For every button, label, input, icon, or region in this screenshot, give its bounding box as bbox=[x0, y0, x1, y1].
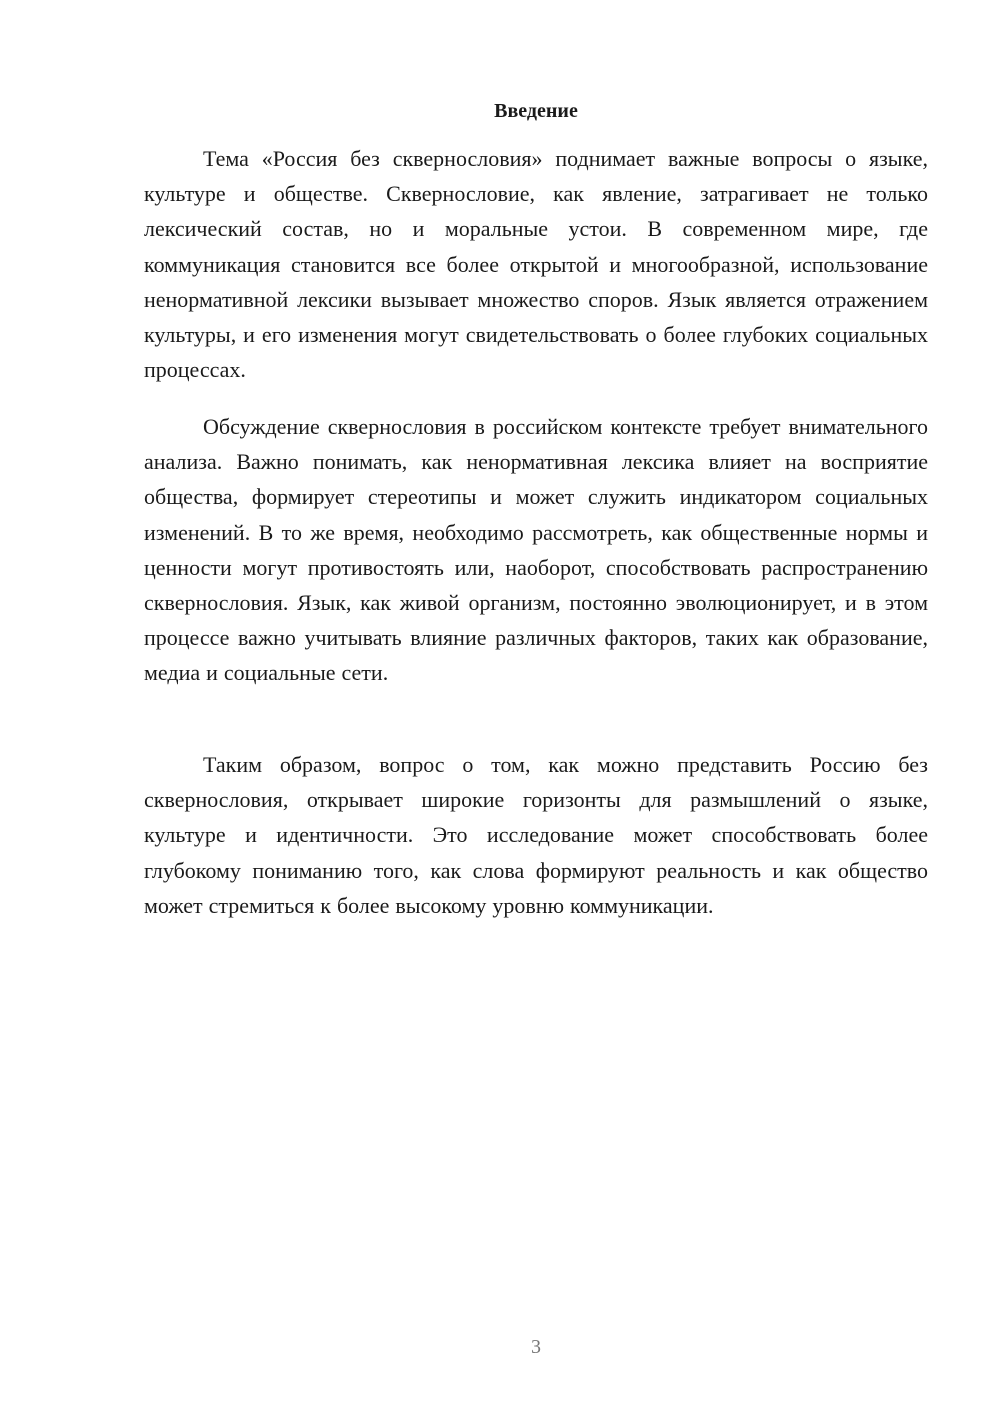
body-paragraph: Тема «Россия без сквернословия» поднимает важные вопросы о языке, культуре и обществе. Сквернословие, как явление, затрагивает не только лексический состав, но и моральные устои. В современном мире, где коммуникация становится все более открытой и многообразной, использование ненормативной лексики вызывает множество споров. Язык является отражением культуры, и его изменения могут свидетельствовать о более глубоких социальных процессах. bbox=[144, 146, 928, 383]
section-heading: Введение bbox=[494, 100, 578, 122]
body-paragraph: Обсуждение сквернословия в российском контексте требует внимательного анализа. Важно понимать, как ненормативная лексика влияет на восприятие общества, формирует стереотипы и может служить индикатором социальных изменений. В то же время, необходимо рассмотреть, как общественные нормы и ценности могут противостоять или, наоборот, способствовать распространению сквернословия. Язык, как живой организм, постоянно эволюционирует, и в этом процессе важно учитывать влияние различных факторов, таких как образование, медиа и социальные сети. bbox=[144, 414, 928, 686]
page-number: 3 bbox=[531, 1336, 541, 1358]
body-paragraph: Таким образом, вопрос о том, как можно представить Россию без сквернословия, открывает широкие горизонты для размышлений о языке, культуре и идентичности. Это исследование может способствовать более глубокому пониманию того, как слова формируют реальность и как общество может стремиться к более высокому уровню коммуникации. bbox=[144, 752, 928, 918]
